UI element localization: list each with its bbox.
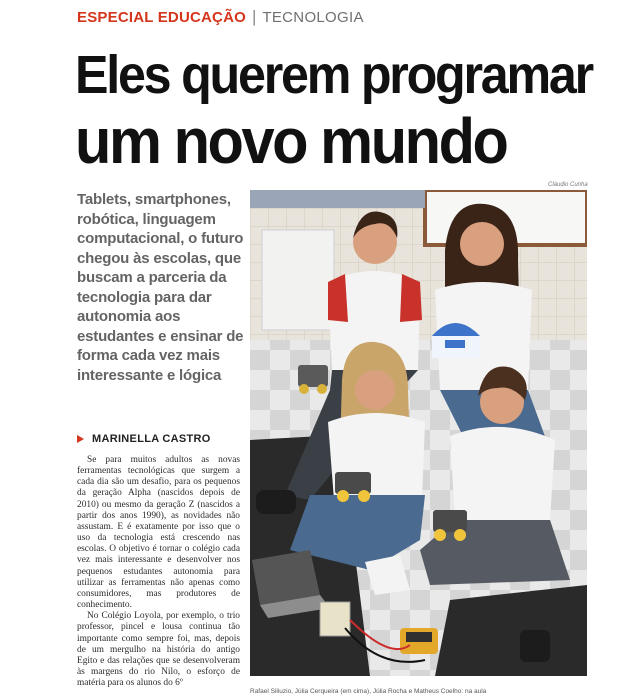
multimeter [400, 628, 438, 654]
photo-illustration [250, 190, 587, 676]
section-sublabel: TECNOLOGIA [262, 8, 364, 26]
body-paragraph-1: Se para muitos adultos as novas ferramentas tecnológicas que surgem a cada dia são um desafio, para os pequenos da geração Alpha (nascidos depois de 2010) ou mesmo da geração Z (nascidos a partir dos anos 1990), as novidades não assustam. E é exatamente por isso que o uso da tecnologia está crescendo nas escolas. O objetivo é tornar o colégio cada vez mais interessante e desenvolver nos pequenos estudantes autonomia para utilizar as ferramentas não apenas como consumidores, mas produtores de conhecimento. [77, 455, 240, 611]
article-body [77, 455, 240, 700]
headline-line-1: Eles querem programar [75, 45, 592, 105]
headline-line-2: um novo mundo [75, 105, 507, 177]
fridge [262, 230, 334, 330]
photo-credit: Cláudio Cunha [548, 182, 588, 188]
byline [77, 433, 211, 445]
article-photo [250, 190, 587, 676]
section-divider: | [251, 7, 257, 26]
wall-border [250, 190, 425, 208]
headline [75, 44, 592, 177]
section-header [77, 6, 364, 28]
byline-marker-icon [77, 435, 84, 443]
body-paragraph-2: No Colégio Loyola, por exemplo, o trio professor, pincel e lousa continua tão importante como sempre foi, mas, depois de um mergulho na história do antigo Egito e das relações que se desenvolveram às margens do rio Nilo, o esforço de matéria para os alunos do 6º [77, 611, 240, 689]
photo-caption: Rafael Siliuzio, Júlia Cerqueira (em cima), Júlia Rocha e Matheus Coelho: na aula [250, 688, 487, 695]
lede: Tablets, smartphones, robótica, linguagem computacional, o futuro chegou às escolas, que buscam a parceria da tecnologia para dar autonomia aos estudantes e ensinar de forma cada vez mais interessante e lógica [77, 191, 244, 384]
byline-author: MARINELLA CASTRO [92, 433, 211, 445]
section-label: ESPECIAL EDUCAÇÃO [77, 8, 246, 26]
breadboard [320, 602, 350, 636]
